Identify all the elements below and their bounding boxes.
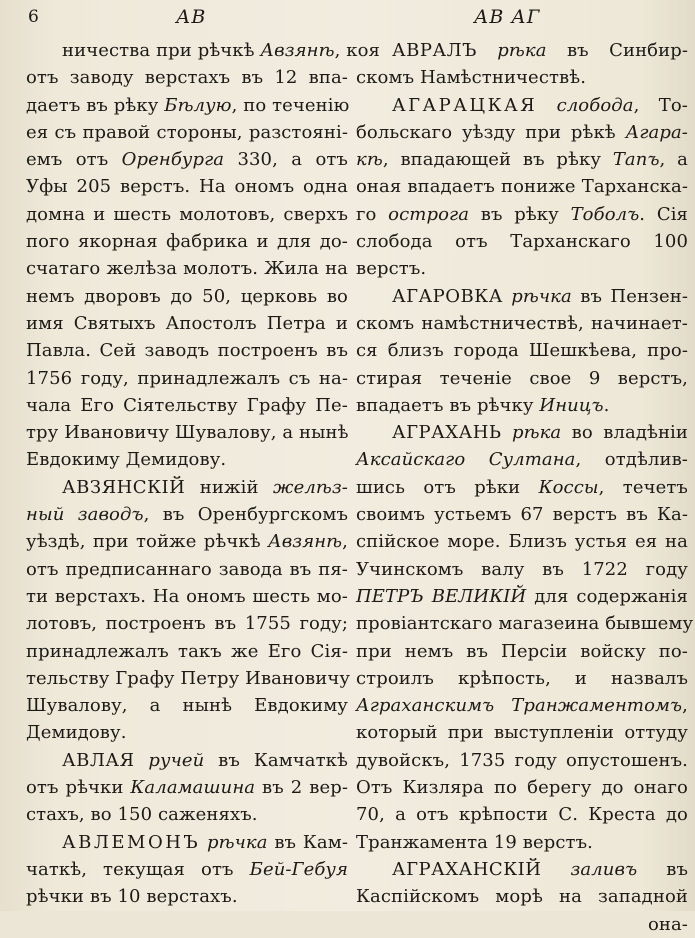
text-line [26,283,348,310]
headword: АВРАЛЪ [392,40,477,61]
text-line [356,337,688,364]
text-run: въ 2 вер- [255,777,348,799]
text-run: ти верстахъ. На ономъ шесть мо- [26,585,348,607]
text-line [26,829,348,856]
text-line [356,610,694,637]
text-line [356,501,688,528]
text-line [356,719,688,746]
text-line [26,146,348,173]
text-line [356,556,688,583]
text-run: 70, а отъ крѣпости С. Креста до [356,804,688,826]
text-run: уѣздѣ, при тойже рѣчкѣ [26,531,268,553]
text-run: желѣз- [273,476,348,498]
text-line [26,719,348,746]
text-line [26,774,348,801]
text-run: ручей [134,749,205,771]
text-run: Агара- [625,121,688,143]
text-run: , течетъ [598,476,688,498]
text-run: стирая теченіе свое 9 верстъ, [356,367,688,389]
text-run: емъ отъ [26,149,122,171]
text-run: даетъ въ рѣку [26,94,165,116]
text-line [26,365,348,392]
text-run: въ [637,858,688,880]
headword: АВЛЕМОНЪ [62,831,201,853]
text-run: Каспійскомъ морѣ на западной [356,886,688,908]
text-run: Тоболъ [570,203,640,225]
text-line [356,37,688,64]
text-run: верстъ. [356,258,427,280]
text-run: го [356,203,389,225]
text-run: Авзянѣ [260,40,335,61]
text-line [26,173,348,200]
text-run: , по теченію [231,94,350,116]
text-run: Каламашина [130,777,256,799]
text-line [356,64,688,91]
text-run: Учинскомъ валу въ 1722 году [356,558,688,580]
text-run: чаткѣ, текущая отъ [26,858,250,880]
text-run: нижій [185,476,274,498]
text-line [26,583,348,610]
text-run: тельству Графу Петру Ивановичу [26,667,351,689]
text-run: лотовъ, построенъ въ 1755 году; [26,613,348,635]
text-run: немъ дворовъ до 50, церковь во [26,285,348,307]
text-run: Авзянѣ [267,531,343,553]
text-line [26,856,348,883]
headword: АГРАХАНСКІЙ [392,858,542,880]
text-run: счатаго желѣза молотъ. Жила на [26,258,348,280]
text-line [26,801,348,828]
text-run: который при выступленіи оттуду [356,722,688,744]
text-run: , [342,531,348,553]
text-run: слобода [537,94,634,116]
text-run: кѣ [356,149,383,171]
text-run: Оренбурга [121,149,225,171]
text-line [356,283,688,310]
text-line [356,446,688,473]
text-line [26,37,380,64]
text-run: спійское море. Близъ устья ея на [356,531,688,553]
text-line [26,310,348,337]
text-run: заливъ [541,858,638,880]
text-run: домна и шесть молотовъ, сверхъ [26,203,348,225]
text-line [356,228,688,255]
text-line [356,665,688,692]
text-run: Павла. Сей заводъ построенъ въ [26,340,348,362]
text-run: въ Синбир- [546,40,689,61]
text-run: тру Ивановичу Шувалову, а нынѣ [26,422,349,444]
text-line [356,419,688,446]
text-line [26,92,348,119]
right-column [356,37,694,938]
text-run: рѣчка [200,831,268,853]
text-run: въ Пензен- [571,285,688,307]
text-run: , отдѣлив- [575,449,688,471]
text-run: 1756 году, принадлежалъ съ на- [26,367,348,389]
left-column [26,37,380,911]
text-run: рѣчка [502,285,572,307]
text-line [26,64,348,91]
text-run: Бѣлую [164,94,232,116]
text-line [356,146,688,173]
text-run: рѣка [476,40,547,61]
headword: АГАРОВКА [392,285,503,307]
text-run: строилъ крѣпость, и назвалъ [356,667,688,689]
text-run: Аксайскаго Султана [356,449,576,471]
text-run: имя Святыхъ Апостолъ Петра и [26,312,348,334]
text-line [356,883,688,910]
text-line [356,856,688,883]
text-line [26,638,348,665]
text-run: Евдокиму Демидову. [26,449,227,471]
text-line [26,747,348,774]
text-line [356,119,688,146]
text-run: ся близъ города Шешкѣева, про- [356,340,688,362]
text-line [356,911,688,938]
text-line [26,474,348,501]
text-run: Иницъ [539,394,604,416]
running-header-left: АВ [176,6,207,28]
text-run: для содержанія [526,585,688,607]
text-run: рѣчки въ 10 верстахъ. [26,886,238,908]
text-run: чала Его Сіятельству Графу Пе- [26,394,348,416]
text-line [26,337,348,364]
text-run: принадлежалъ такъ же Его Сія- [26,640,348,662]
text-line [26,883,348,910]
text-run: ея съ правой стороны, разстояні- [26,121,348,143]
text-run: Тапъ [612,149,660,171]
text-run: своимъ устьемъ 67 верстъ въ Ка- [356,504,688,526]
text-run: провіантскаго магазеина бывшему [356,613,694,635]
text-run: , а [659,149,688,171]
text-run: во владѣніи [561,422,689,444]
text-run: шись отъ рѣки [356,476,539,498]
text-run: отъ рѣчки [26,777,131,799]
text-run: , въ Оренбургскомъ [143,504,348,526]
text-run: отъ заводу верстахъ въ 12 впа- [26,67,348,89]
headword: АГРАХАНЬ [392,422,502,444]
text-line [356,829,688,856]
headword: АВЛАЯ [62,749,135,771]
text-line [26,528,348,555]
running-header-right: АВ АГ [474,6,541,28]
text-run: 330, а отъ [224,149,348,171]
text-run: . [603,394,610,416]
text-run: Коссы [538,476,599,498]
text-line [26,392,348,419]
text-line [356,528,688,555]
text-line [356,474,688,501]
text-run: въ Кам- [267,831,349,853]
text-line [356,638,688,665]
text-run: , [682,695,688,717]
text-run: въ рѣку [469,203,571,225]
text-line [356,310,688,337]
text-run: Транжамента 19 верстъ. [356,831,593,853]
text-run: Шувалову, а нынѣ Евдокиму [26,695,348,717]
text-line [26,692,348,719]
text-line [26,610,348,637]
text-run: скомъ Намѣстничествѣ. [356,67,587,89]
headword: АГАРАЦКАЯ [392,94,538,116]
text-run: Отъ Кизляра по берегу до онаго [356,777,688,799]
text-line [26,501,348,528]
text-line [356,365,688,392]
text-run: дувойскъ, 1735 году опустошенъ. [356,749,688,771]
text-run: слобода отъ Тарханскаго 100 [356,231,688,253]
text-run: пого якорная фабрика и для до- [26,231,348,253]
text-line [26,665,351,692]
page-number: 6 [28,7,40,27]
text-run: ничества при рѣчкѣ [62,40,261,61]
text-run: впадаетъ въ рѣчку [356,394,540,416]
text-line [26,446,348,473]
text-line [356,583,688,610]
text-line [356,92,688,119]
text-line [26,419,348,446]
text-line [26,556,348,583]
text-line [356,692,688,719]
text-run: . Сія [639,203,689,225]
text-run: стахъ, во 150 саженяхъ. [26,804,258,826]
text-run: острога [388,203,470,225]
text-line [356,801,688,828]
text-run: при немъ въ Персіи войску по- [356,640,688,662]
text-run: она- [647,913,688,935]
text-line [356,774,688,801]
text-run: въ Камчаткѣ [204,749,348,771]
text-run: больскаго уѣзду при рѣкѣ [356,121,626,143]
text-run: , коя [334,40,380,61]
text-line [26,228,348,255]
headword: АВЗЯНСКІЙ [62,476,186,498]
text-run: ПЕТРЪ ВЕЛИКІЙ [356,585,527,607]
text-line [26,119,348,146]
text-run: , То- [633,94,688,116]
text-run: Демидову. [26,722,127,744]
text-run: Уфы 205 верстъ. На ономъ одна [26,176,348,198]
text-run: Бей-Гебуя [249,858,348,880]
text-line [356,747,688,774]
text-run: ный заводъ [26,504,144,526]
text-run: отъ предписаннаго завода въ пя- [26,558,348,580]
text-line [356,201,688,228]
text-line [26,255,348,282]
text-run: Аграханскимъ Транжаментомъ [356,695,683,717]
text-run: скомъ намѣстничествѣ, начинает- [356,312,688,334]
text-run: оная впадаетъ пониже Тарханска- [356,176,688,198]
text-line [356,173,688,200]
text-line [356,255,688,282]
text-line [356,392,688,419]
text-line [26,201,348,228]
text-run: , впадающей въ рѣку [382,149,613,171]
text-run: рѣка [501,422,562,444]
